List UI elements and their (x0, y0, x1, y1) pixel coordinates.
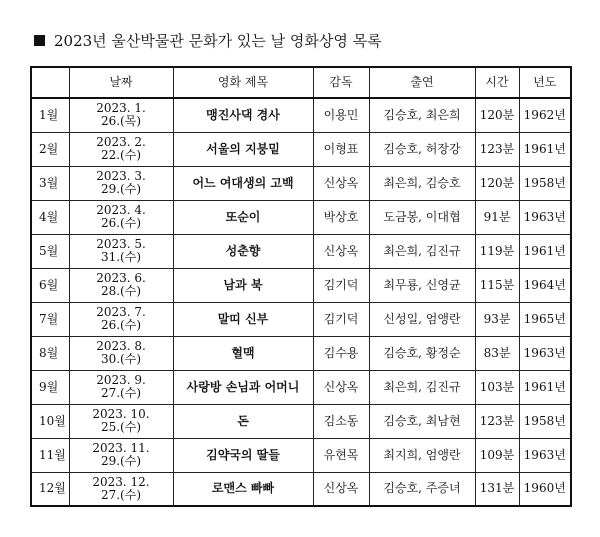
header-cell-runtime: 시간 (475, 67, 519, 98)
header-cell-month (31, 67, 69, 98)
director-cell: 유현목 (313, 438, 369, 472)
month-cell: 6월 (31, 268, 69, 302)
header-row (31, 67, 571, 98)
cast-cell: 최무룡, 신영균 (369, 268, 475, 302)
year-cell: 1964년 (519, 268, 571, 302)
movie-title-cell: 김약국의 딸들 (173, 438, 313, 472)
movie-title-cell: 남과 북 (173, 268, 313, 302)
header-cell-movie: 영화 제목 (173, 67, 313, 98)
runtime-cell: 123분 (475, 132, 519, 166)
cast-cell: 김승호, 최은희 (369, 98, 475, 132)
month-cell: 9월 (31, 370, 69, 404)
runtime-cell: 103분 (475, 370, 519, 404)
runtime-cell: 119분 (475, 234, 519, 268)
cast-cell: 김승호, 주증녀 (369, 472, 475, 506)
runtime-cell: 115분 (475, 268, 519, 302)
date-cell (69, 166, 173, 200)
header-cell-year: 년도 (519, 67, 571, 98)
date-line-2: 26.(수) (100, 318, 142, 332)
date-line-2: 26.(목) (100, 114, 142, 129)
month-cell: 12월 (31, 472, 69, 506)
director-cell: 신상옥 (313, 234, 369, 268)
runtime-cell: 109분 (475, 438, 519, 472)
date-cell (69, 200, 173, 234)
month-cell: 8월 (31, 336, 69, 370)
runtime-cell: 123분 (475, 404, 519, 438)
movie-title-cell: 맹진사댁 경사 (173, 98, 313, 132)
date-line-2: 25.(수) (100, 420, 142, 434)
year-cell: 1963년 (519, 438, 571, 472)
year-cell: 1960년 (519, 472, 571, 506)
movie-title-cell: 성춘향 (173, 234, 313, 268)
month-cell: 11월 (31, 438, 69, 472)
date-cell (69, 268, 173, 302)
month-cell: 10월 (31, 404, 69, 438)
table-row (31, 370, 571, 404)
date-cell (69, 98, 173, 132)
date-cell (69, 302, 173, 336)
runtime-cell: 131분 (475, 472, 519, 506)
square-bullet-icon (34, 35, 45, 46)
cast-cell: 도금봉, 이대협 (369, 200, 475, 234)
date-line-2: 27.(수) (100, 386, 142, 400)
date-cell (69, 234, 173, 268)
date-cell (69, 370, 173, 404)
table-row (31, 472, 571, 506)
table-row (31, 200, 571, 234)
date-line-2: 30.(수) (100, 352, 142, 366)
month-cell: 5월 (31, 234, 69, 268)
document-title (34, 30, 382, 51)
table-row (31, 132, 571, 166)
movie-title-cell: 또순이 (173, 200, 313, 234)
cast-cell: 최은희, 김진규 (369, 370, 475, 404)
runtime-cell: 83분 (475, 336, 519, 370)
director-cell: 신상옥 (313, 166, 369, 200)
date-line-2: 27.(수) (100, 487, 142, 502)
month-cell: 7월 (31, 302, 69, 336)
table-row (31, 98, 571, 132)
movie-title-cell: 어느 여대생의 고백 (173, 166, 313, 200)
date-line-2: 28.(수) (100, 284, 142, 298)
date-cell (69, 472, 173, 506)
date-cell (69, 438, 173, 472)
date-line-1: 2023. 12. (92, 474, 150, 489)
date-line-2: 26.(수) (100, 216, 142, 230)
director-cell: 김기덕 (313, 302, 369, 336)
year-cell: 1962년 (519, 98, 571, 132)
runtime-cell: 120분 (475, 166, 519, 200)
director-cell: 김수용 (313, 336, 369, 370)
date-line-1: 2023. 1. (96, 101, 146, 116)
year-cell: 1965년 (519, 302, 571, 336)
month-cell: 1월 (31, 98, 69, 132)
date-line-1: 2023. 4. (96, 203, 146, 217)
date-line-1: 2023. 9. (96, 373, 146, 387)
month-cell: 3월 (31, 166, 69, 200)
runtime-cell: 93분 (475, 302, 519, 336)
year-cell: 1958년 (519, 166, 571, 200)
director-cell: 김기덕 (313, 268, 369, 302)
date-line-1: 2023. 11. (92, 441, 150, 455)
header-cell-cast: 출연 (369, 67, 475, 98)
header-cell-director: 감독 (313, 67, 369, 98)
month-cell: 4월 (31, 200, 69, 234)
table-row (31, 438, 571, 472)
movie-title-cell: 로맨스 빠빠 (173, 472, 313, 506)
cast-cell: 최지희, 엄앵란 (369, 438, 475, 472)
director-cell: 신상옥 (313, 472, 369, 506)
date-cell (69, 404, 173, 438)
date-line-1: 2023. 7. (96, 305, 146, 319)
date-line-1: 2023. 10. (92, 407, 150, 421)
date-line-2: 22.(수) (100, 148, 142, 162)
movie-title-cell: 사랑방 손님과 어머니 (173, 370, 313, 404)
cast-cell: 김승호, 허장강 (369, 132, 475, 166)
month-cell: 2월 (31, 132, 69, 166)
title-text: 2023년 울산박물관 문화가 있는 날 영화상영 목록 (54, 32, 382, 50)
year-cell: 1963년 (519, 336, 571, 370)
cast-cell: 김승호, 최남현 (369, 404, 475, 438)
table-row (31, 302, 571, 336)
cast-cell: 신성일, 엄앵란 (369, 302, 475, 336)
header-cell-date: 날짜 (69, 67, 173, 98)
date-line-1: 2023. 8. (96, 339, 146, 353)
director-cell: 김소동 (313, 404, 369, 438)
director-cell: 박상호 (313, 200, 369, 234)
director-cell: 이용민 (313, 98, 369, 132)
date-line-1: 2023. 6. (96, 271, 146, 285)
runtime-cell: 120분 (475, 98, 519, 132)
director-cell: 이형표 (313, 132, 369, 166)
table-row (31, 336, 571, 370)
year-cell: 1961년 (519, 234, 571, 268)
table-row (31, 166, 571, 200)
cast-cell: 최은희, 김진규 (369, 234, 475, 268)
screening-table (30, 66, 572, 507)
table-row (31, 404, 571, 438)
cast-cell: 김승호, 황정순 (369, 336, 475, 370)
movie-title-cell: 혈맥 (173, 336, 313, 370)
date-line-1: 2023. 5. (96, 237, 146, 251)
date-line-2: 29.(수) (100, 182, 142, 196)
table-row (31, 268, 571, 302)
table-row (31, 234, 571, 268)
year-cell: 1961년 (519, 370, 571, 404)
runtime-cell: 91분 (475, 200, 519, 234)
date-line-1: 2023. 3. (96, 169, 146, 183)
director-cell: 신상옥 (313, 370, 369, 404)
date-line-2: 29.(수) (100, 454, 142, 468)
year-cell: 1963년 (519, 200, 571, 234)
date-line-2: 31.(수) (100, 250, 142, 264)
year-cell: 1961년 (519, 132, 571, 166)
date-cell (69, 132, 173, 166)
movie-title-cell: 말띠 신부 (173, 302, 313, 336)
cast-cell: 최은희, 김승호 (369, 166, 475, 200)
movie-title-cell: 서울의 지붕밑 (173, 132, 313, 166)
year-cell: 1958년 (519, 404, 571, 438)
date-cell (69, 336, 173, 370)
date-line-1: 2023. 2. (96, 135, 146, 149)
movie-title-cell: 돈 (173, 404, 313, 438)
